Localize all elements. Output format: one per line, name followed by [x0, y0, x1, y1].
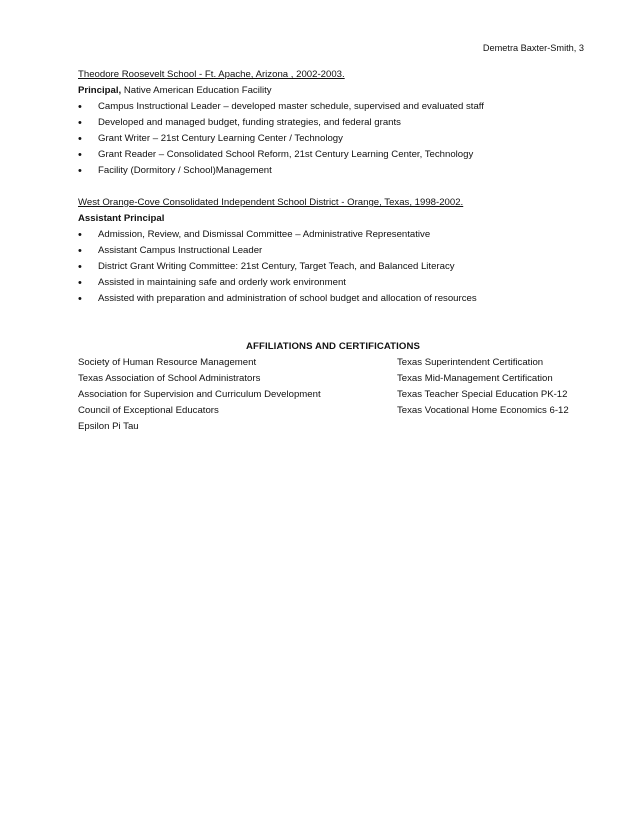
bullet-icon: • [78, 245, 82, 257]
certification-item: Texas Teacher Special Education PK-12 [397, 389, 568, 400]
bullet-icon: • [78, 261, 82, 273]
affiliation-row [78, 387, 588, 403]
bullet-text: Facility (Dormitory / School)Management [98, 165, 272, 176]
bullet-text: Grant Reader – Consolidated School Reform, 21st Century Learning Center, Technology [98, 149, 474, 160]
bullet-icon: • [78, 165, 82, 177]
bullet-text: Assistant Campus Instructional Leader [98, 245, 263, 256]
list-item [78, 259, 588, 275]
role-title: Assistant Principal [78, 213, 165, 224]
bullet-text: Campus Instructional Leader – developed master schedule, supervised and evaluated staff [98, 101, 484, 112]
affiliation-item: Epsilon Pi Tau [78, 421, 139, 432]
list-item [78, 131, 588, 147]
role-line [78, 83, 588, 99]
role-line [78, 211, 588, 227]
spacer [78, 179, 588, 195]
org-line: Theodore Roosevelt School - Ft. Apache, Arizona , 2002-2003. [78, 69, 345, 80]
list-item [78, 115, 588, 131]
experience-section-2 [78, 195, 588, 307]
bullet-text: District Grant Writing Committee: 21st Century, Target Teach, and Balanced Literacy [98, 261, 455, 272]
certification-item: Texas Mid-Management Certification [397, 373, 553, 384]
bullet-text: Admission, Review, and Dismissal Committee – Administrative Representative [98, 229, 431, 240]
bullet-text: Assisted with preparation and administration of school budget and allocation of resources [98, 293, 477, 304]
list-item [78, 99, 588, 115]
bullet-icon: • [78, 277, 82, 289]
bullet-text: Developed and managed budget, funding strategies, and federal grants [98, 117, 401, 128]
list-item [78, 243, 588, 259]
bullet-icon: • [78, 293, 82, 305]
affiliations-section [78, 339, 588, 435]
list-item [78, 227, 588, 243]
bullet-icon: • [78, 117, 82, 129]
bullet-text: Grant Writer – 21st Century Learning Center / Technology [98, 133, 343, 144]
affiliation-item: Society of Human Resource Management [78, 357, 257, 368]
certification-item: Texas Superintendent Certification [397, 357, 544, 368]
spacer [78, 307, 588, 339]
bullet-icon: • [78, 229, 82, 241]
experience-section-1 [78, 67, 588, 179]
affiliation-row [78, 355, 588, 371]
list-item [78, 147, 588, 163]
affiliation-item: Association for Supervision and Curriculum Development [78, 389, 321, 400]
bullet-icon: • [78, 133, 82, 145]
bullet-icon: • [78, 149, 82, 161]
org-line: West Orange-Cove Consolidated Independent School District - Orange, Texas, 1998-2002. [78, 197, 464, 208]
list-item [78, 163, 588, 179]
bullet-icon: • [78, 101, 82, 113]
bullet-text: Assisted in maintaining safe and orderly work environment [98, 277, 346, 288]
role-title: Principal, [78, 85, 122, 96]
affiliation-row [78, 419, 588, 435]
certification-item: Texas Vocational Home Economics 6-12 [397, 405, 569, 416]
affiliation-row [78, 403, 588, 419]
list-item [78, 291, 588, 307]
resume-content [78, 67, 588, 435]
page-header-name-number: Demetra Baxter-Smith, 3 [482, 43, 584, 53]
role-detail: Native American Education Facility [121, 85, 272, 96]
affiliation-item: Council of Exceptional Educators [78, 405, 219, 416]
affiliation-item: Texas Association of School Administrators [78, 373, 261, 384]
affiliation-row [78, 371, 588, 387]
list-item [78, 275, 588, 291]
section-heading: AFFILIATIONS AND CERTIFICATIONS [246, 341, 420, 352]
